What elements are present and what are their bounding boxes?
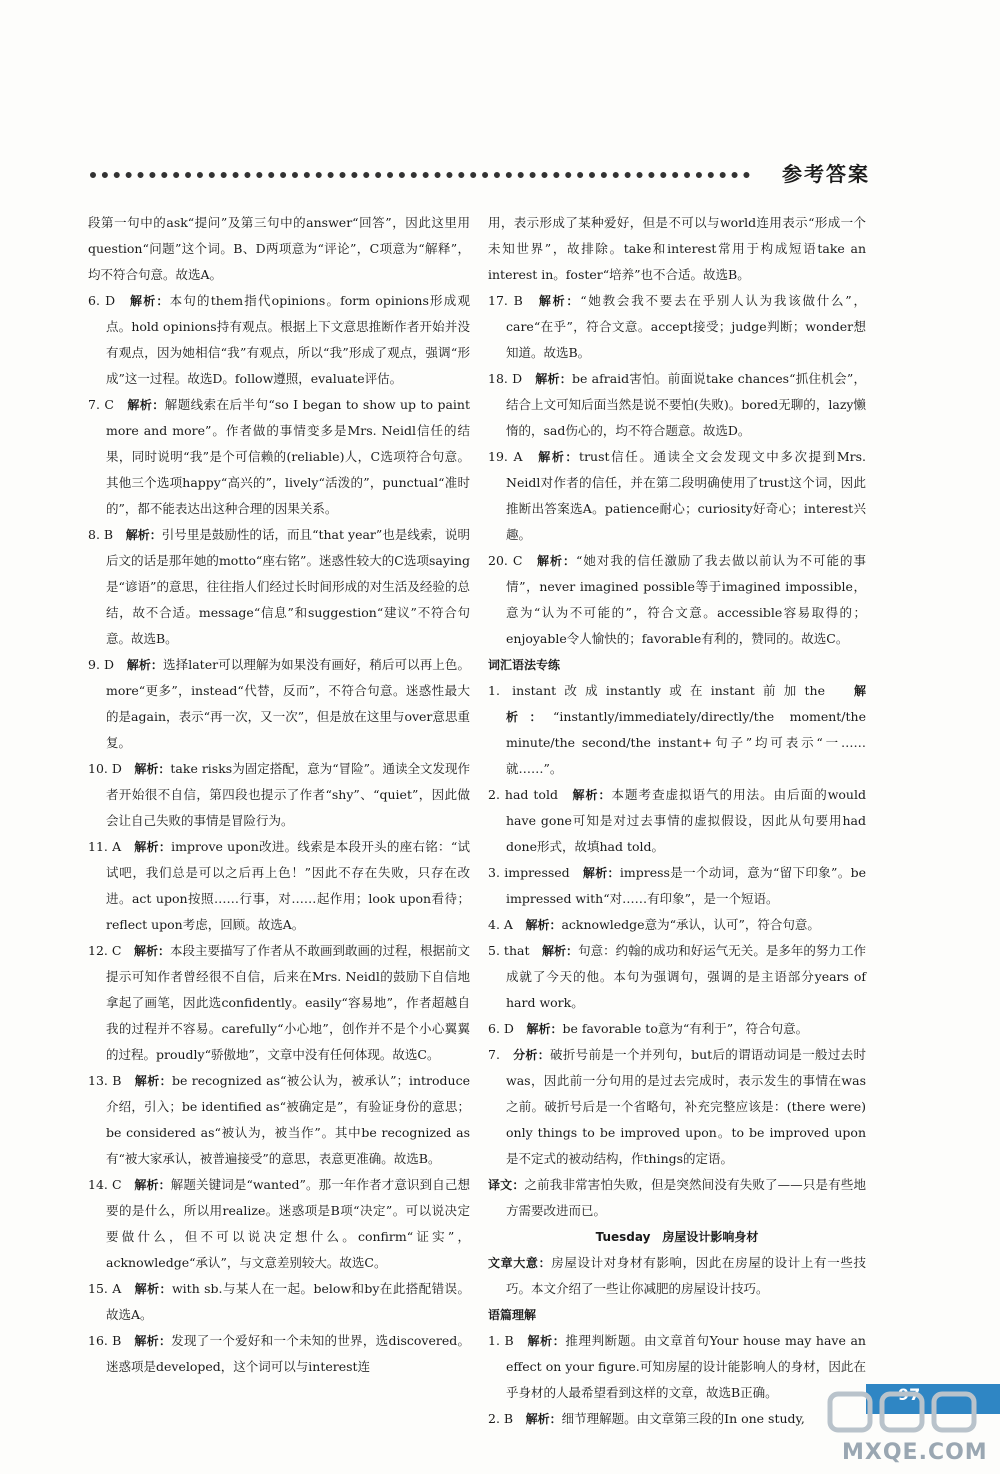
- answer-text: 用，表示形成了某种爱好，但是不可以与world连用表示“形成一个未知世界”，故排除。take和interest常用于构成短语take an interest in。foster“培养”也不合适。故选B。: [488, 215, 866, 282]
- answer-item: [88, 1068, 470, 1172]
- answer-item: [488, 288, 866, 366]
- analysis-text: 房屋设计对身材有影响，因此在房屋的设计上有一些技巧。本文介绍了一些让你减肥的房屋设计技巧。: [506, 1255, 866, 1296]
- analysis-text: acknowledge意为“承认，认可”，符合句意。: [561, 917, 820, 932]
- dotted-rule: [90, 172, 750, 178]
- answer-text: 段第一句中的ask“提问”及第三句中的answer“回答”，因此这里用question“问题”这个词。B、D两项意为“评论”，C项意为“解释”，均不符合句意。故选A。: [88, 215, 470, 282]
- analysis-text: 之前我非常害怕失败，但是突然间没有失败了——只是有些地方需要改进而已。: [506, 1177, 866, 1218]
- answer-item: [88, 1276, 470, 1328]
- answer-key: 1. B: [488, 1333, 514, 1348]
- answer-item: [488, 1250, 866, 1302]
- answer-item: [488, 860, 866, 912]
- answer-item: [88, 288, 470, 392]
- answer-key: 4. A: [488, 917, 513, 932]
- analysis-text: be afraid害怕。前面说take chances“抓住机会”，结合上文可知后面当然是说不要怕(失败)。bored无聊的，lazy懒惰的，sad伤心的，均不符合题意。故选D。: [506, 371, 866, 438]
- answer-item: [88, 1328, 470, 1380]
- analysis-label: 解析：: [542, 944, 579, 958]
- answer-key: 9. D: [88, 657, 115, 672]
- analysis-label: 解析：: [535, 372, 573, 386]
- analysis-text: “instantly/immediately/directly/the moment/the minute/the second/the instant+句子”均可表示“一……就……”。: [506, 709, 866, 776]
- answer-key: 15. A: [88, 1281, 122, 1296]
- answer-item: [488, 1016, 866, 1042]
- analysis-text: with sb.与某人在一起。below和by在此搭配错误。故选A。: [106, 1281, 470, 1322]
- analysis-text: “她教会我不要去在乎别人认为我该做什么”，care“在乎”，符合文意。accept接受；judge判断；wonder想知道。故选B。: [506, 293, 866, 360]
- analysis-text: 引号里是鼓励性的话，而且“that year”也是线索，说明后文的话是那年她的motto“座右铭”。迷惑性较大的C选项saying是“谚语”的意思，往往指人们经过长时间形成的对生活及经验的总结，故不合适。message“信息”和suggestion“建议”不符合句意。故选B。: [106, 527, 470, 646]
- answer-key: 7. C: [88, 397, 114, 412]
- analysis-label: 解析：: [134, 840, 172, 854]
- analysis-text: be favorable to意为“有利于”，符合句意。: [562, 1021, 809, 1036]
- analysis-text: be recognized as“被公认为，被承认”；introduce介绍，引入；be identified as“被确定是”，有验证身份的意思；be considered as“被认为，被当作”。其中be recognized as有“被大家承认，被普遍接受”的意思，表意更准确。故选B。: [106, 1073, 470, 1166]
- analysis-label: 解析：: [134, 1178, 171, 1192]
- answer-key: 14. C: [88, 1177, 122, 1192]
- right-column: [488, 210, 866, 1432]
- analysis-label: 解析：: [525, 918, 562, 932]
- answer-item: [488, 1172, 866, 1224]
- answer-key: 2. B: [488, 1411, 514, 1426]
- analysis-label: 解析：: [134, 1074, 173, 1088]
- analysis-label: 文章大意：: [488, 1256, 552, 1270]
- analysis-label: 解析：: [582, 866, 620, 880]
- analysis-text: 本段主要描写了作者从不敢画到敢画的过程，根据前文提示可知作者曾经很不自信，后来在Mrs. Neidl的鼓励下自信地拿起了画笔，因此选confidently。easily“容易地”，作者超越自我的过程并不容易。carefully“小心地”，创作并不是个小心翼翼的过程。proudly“骄傲地”，文章中没有任何体现。故选C。: [106, 943, 470, 1062]
- answer-key: 13. B: [88, 1073, 122, 1088]
- analysis-text: 破折号前是一个并列句，but后的谓语动词是一般过去时was，因此前一分句用的是过去完成时，表示发生的事情在was之前。破折号后是一个省略句，补充完整应该是：(there were) only things to be improved upon。to be improved upon是不定式的被动结构，作things的定语。: [506, 1047, 866, 1166]
- analysis-label: 解析：: [125, 528, 162, 542]
- analysis-label: 解析：: [526, 1022, 563, 1036]
- analysis-label: 解析：: [506, 684, 866, 724]
- answer-key: 12. C: [88, 943, 122, 958]
- analysis-text: 句意：约翰的成功和好运气无关。是多年的努力工作成就了今天的他。本句为强调句，强调的是主语部分years of hard work。: [506, 943, 866, 1010]
- answer-item: [88, 834, 470, 938]
- analysis-label: 解析：: [126, 658, 164, 672]
- answer-item: [488, 366, 866, 444]
- analysis-label: 解析：: [525, 1412, 562, 1426]
- analysis-text: 发现了一个爱好和一个未知的世界，选discovered。迷惑项是developed，这个词可以与interest连: [106, 1333, 470, 1374]
- answer-key: 5. that: [488, 943, 530, 958]
- answer-key: 6. D: [488, 1021, 514, 1036]
- header-title: 参考答案: [782, 162, 870, 186]
- answer-key: 2. had told: [488, 787, 558, 802]
- analysis-label: 解析：: [133, 944, 170, 958]
- section-heading: 语篇理解: [488, 1308, 537, 1322]
- answer-key: 8. B: [88, 527, 114, 542]
- watermark-text: MXQE.COM: [842, 1440, 988, 1465]
- left-column: [88, 210, 470, 1380]
- analysis-text: improve upon改进。线索是本段开头的座右铭：“试试吧，我们总是可以之后再上色！”因此不存在失败，只存在改进。act upon按照……行事，对……起作用；look upon看待；reflect upon考虑，回顾。故选A。: [106, 839, 470, 932]
- answer-item: [488, 912, 866, 938]
- analysis-label: 解析：: [134, 762, 171, 776]
- answer-item: [488, 548, 866, 652]
- answer-item: [488, 444, 866, 548]
- analysis-label: 分析：: [513, 1048, 551, 1062]
- analysis-text: 推理判断题。由文章首句Your house may have an effect on your figure.可知房屋的设计能影响人的身材，因此在乎身材的人最希望看到这样的文章，故选B正确。: [506, 1333, 866, 1400]
- answer-key: 18. D: [488, 371, 523, 386]
- analysis-text: trust信任。通读全文会发现文中多次提到Mrs. Neidl对作者的信任，并在第二段明确使用了trust这个词，因此推断出答案选A。patience耐心；curiosity好奇心；interest兴趣。: [506, 449, 866, 542]
- analysis-text: 解题线索在后半句“so I began to show up to paint more and more”。作者做的事情变多是Mrs. Neidl信任的结果，同时说明“我”是个可信赖的(reliable)人，C选项符合句意。其他三个选项happy“高兴的”，lively“活泼的”，punctual“准时的”，都不能表达出这种合理的因果关系。: [106, 397, 470, 516]
- section-heading: 词汇语法专练: [488, 658, 561, 672]
- analysis-label: 解析：: [527, 1334, 566, 1348]
- analysis-label: 解析：: [538, 294, 581, 308]
- analysis-label: 解析：: [572, 788, 612, 802]
- analysis-text: 本题考查虚拟语气的用法。由后面的would have gone可知是对过去事情的虚拟假设，因此从句要用had done形式，故填had told。: [506, 787, 866, 854]
- answer-key: 3. impressed: [488, 865, 570, 880]
- analysis-text: take risks为固定搭配，意为“冒险”。通读全文发现作者开始很不自信，第四段也提示了作者“shy”、“quiet”，因此做会让自己失败的事情是冒险行为。: [106, 761, 470, 828]
- answer-item: [488, 1328, 866, 1406]
- answer-item: [488, 678, 866, 782]
- analysis-text: 细节理解题。由文章第三段的In one study,: [561, 1411, 805, 1426]
- analysis-label: 译文：: [488, 1178, 525, 1192]
- answer-key: 16. B: [88, 1333, 122, 1348]
- analysis-text: 解题关键词是“wanted”。那一年作者才意识到自己想要的是什么，所以用realize。迷惑项是B项“决定”。可以说决定要做什么，但不可以说决定想什么。confirm“证实”，acknowledge“承认”，与文意差别较大。故选C。: [106, 1177, 470, 1270]
- answer-key: 10. D: [88, 761, 122, 776]
- answer-key: 19. A: [488, 449, 523, 464]
- answer-item: [88, 392, 470, 522]
- analysis-text: impress是一个动词，意为“留下印象”。be impressed with“对……有印象”，是一个短语。: [506, 865, 866, 906]
- page-header: [90, 164, 870, 204]
- analysis-label: 解析：: [130, 294, 170, 308]
- answer-item: [488, 1406, 866, 1432]
- answer-key: 7.: [488, 1047, 500, 1062]
- analysis-label: 解析：: [134, 1334, 172, 1348]
- page-number: 97: [898, 1385, 921, 1404]
- answer-key: 17. B: [488, 293, 523, 308]
- answer-item: [88, 756, 470, 834]
- analysis-label: 解析：: [536, 554, 576, 568]
- analysis-text: “她对我的信任激励了我去做以前认为不可能的事情”，never imagined possible等于imagined impossible，意为“认为不可能的”，符合文意。accessible容易取得的；enjoyable令人愉快的；favorable有利的，赞同的。故选C。: [506, 553, 866, 646]
- analysis-label: 解析：: [538, 450, 580, 464]
- answer-item: [88, 652, 470, 756]
- answer-key: 20. C: [488, 553, 523, 568]
- answer-item: [488, 938, 866, 1016]
- analysis-label: 解析：: [134, 1282, 172, 1296]
- answer-item: [88, 938, 470, 1068]
- answer-item: [488, 782, 866, 860]
- answer-key: 11. A: [88, 839, 122, 854]
- answer-item: [488, 1042, 866, 1172]
- analysis-text: 本句的them指代opinions。form opinions形成观点。hold opinions持有观点。根据上下文意思推断作者开始并没有观点，因为她相信“我”有观点，所以“我”形成了观点，强调“形成”这一过程。故选D。follow遵照，evaluate评估。: [106, 293, 470, 386]
- answer-key: 6. D: [88, 293, 116, 308]
- answer-item: [88, 522, 470, 652]
- answer-key: 1. instant改成instantly或在instant前加the: [488, 683, 825, 698]
- unit-title: Tuesday 房屋设计影响身材: [595, 1230, 759, 1244]
- answer-item: [88, 1172, 470, 1276]
- analysis-label: 解析：: [127, 398, 165, 412]
- analysis-text: 选择later可以理解为如果没有画好，稍后可以再上色。more“更多”，instead“代替，反而”，不符合句意。迷惑性最大的是again，表示“再一次，又一次”，但是放在这里与over意思重复。: [106, 657, 470, 750]
